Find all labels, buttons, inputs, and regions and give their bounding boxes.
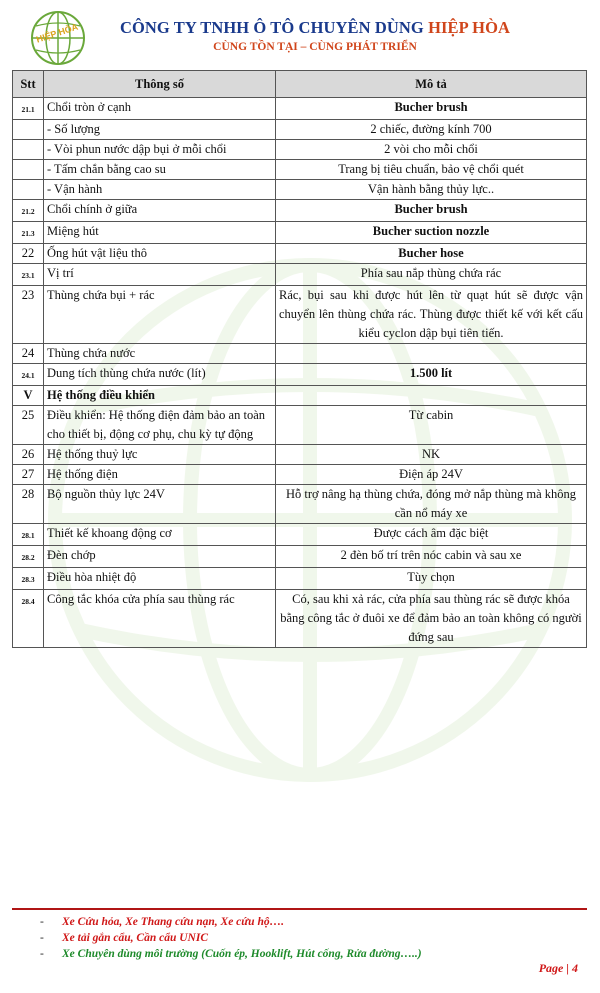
row-parameter: Ống hút vật liệu thô — [44, 244, 276, 264]
company-name-highlight: HIỆP HÒA — [428, 18, 511, 37]
row-description: 2 đèn bố trí trên nóc cabin và sau xe — [276, 546, 587, 568]
row-description — [276, 344, 587, 364]
table-row — [13, 180, 587, 200]
row-stt: 25 — [13, 406, 44, 445]
table-row — [13, 524, 587, 546]
row-parameter: Thùng chứa nước — [44, 344, 276, 364]
footer-divider — [12, 908, 587, 910]
row-parameter: Chổi tròn ở cạnh — [44, 98, 276, 120]
row-parameter: Hệ thống điện — [44, 465, 276, 485]
row-description: Rác, bụi sau khi được hút lên từ quạt hút sẽ được vận chuyển lên thùng chứa rác. Thùng được thiết kế với kết cấu kiểu cyclon dập bụi tiên tiến. — [276, 286, 587, 344]
header-stt: Stt — [13, 71, 44, 98]
row-parameter: Bộ nguồn thủy lực 24V — [44, 485, 276, 524]
row-description: Bucher suction nozzle — [276, 222, 587, 244]
row-description: 2 chiếc, đường kính 700 — [276, 120, 587, 140]
row-description: Bucher hose — [276, 244, 587, 264]
footer-line-text: Xe tải gắn cẩu, Cần cẩu UNIC — [62, 932, 209, 944]
table-row — [13, 364, 587, 386]
company-slogan: CÙNG TỒN TẠI – CÙNG PHÁT TRIỂN — [213, 41, 417, 53]
table-row — [13, 120, 587, 140]
footer-line — [40, 914, 600, 930]
row-description: Được cách âm đặc biệt — [276, 524, 587, 546]
header-parameter: Thông số — [44, 71, 276, 98]
row-description: Vận hành bằng thủy lực.. — [276, 180, 587, 200]
row-description: Điện áp 24V — [276, 465, 587, 485]
row-stt: 24 — [13, 344, 44, 364]
row-description: Tùy chọn — [276, 568, 587, 590]
row-description: Hỗ trợ nâng hạ thùng chứa, đóng mở nắp thùng mà không cần nổ máy xe — [276, 485, 587, 524]
bullet-dash: - — [40, 948, 44, 960]
row-stt — [13, 160, 44, 180]
row-parameter: - Vòi phun nước dập bụi ở mỗi chổi — [44, 140, 276, 160]
row-stt: 23 — [13, 286, 44, 344]
row-stt: 28.4 — [13, 590, 44, 648]
page-number: Page | 4 — [538, 961, 578, 975]
row-parameter: Điều hòa nhiệt độ — [44, 568, 276, 590]
row-stt: V — [13, 386, 44, 406]
row-description: Có, sau khi xả rác, cửa phía sau thùng rác sẽ được khóa bằng công tắc ở đuôi xe để đảm bảo an toàn không có người đứng sau — [276, 590, 587, 648]
row-parameter: Hệ thống điều khiển — [44, 386, 276, 406]
row-stt: 26 — [13, 445, 44, 465]
table-row — [13, 386, 587, 406]
row-parameter: Vị trí — [44, 264, 276, 286]
row-stt: 28.3 — [13, 568, 44, 590]
row-stt — [13, 120, 44, 140]
spec-table — [12, 70, 587, 648]
row-description: Bucher brush — [276, 200, 587, 222]
row-description: Từ cabin — [276, 406, 587, 445]
row-description: Phía sau nắp thùng chứa rác — [276, 264, 587, 286]
footer-line — [40, 930, 600, 946]
row-stt: 28.2 — [13, 546, 44, 568]
row-stt: 21.1 — [13, 98, 44, 120]
row-stt: 21.2 — [13, 200, 44, 222]
table-row — [13, 445, 587, 465]
table-row — [13, 465, 587, 485]
row-parameter: Miệng hút — [44, 222, 276, 244]
table-row — [13, 485, 587, 524]
row-description: NK — [276, 445, 587, 465]
row-parameter: - Tấm chắn bằng cao su — [44, 160, 276, 180]
table-row — [13, 222, 587, 244]
table-row — [13, 568, 587, 590]
row-parameter: - Vận hành — [44, 180, 276, 200]
footer-line-text: Xe Cứu hỏa, Xe Thang cứu nạn, Xe cứu hộ…. — [62, 916, 284, 928]
table-row — [13, 406, 587, 445]
header-description: Mô tả — [276, 71, 587, 98]
table-row — [13, 344, 587, 364]
table-row — [13, 200, 587, 222]
table-row — [13, 264, 587, 286]
row-stt: 27 — [13, 465, 44, 485]
row-description: 1.500 lít — [276, 364, 587, 386]
table-row — [13, 98, 587, 120]
logo-text: HIỆP HÒA — [34, 21, 80, 45]
company-name-prefix: CÔNG TY TNHH Ô TÔ CHUYÊN DÙNG — [119, 18, 429, 37]
row-stt — [13, 180, 44, 200]
table-row — [13, 546, 587, 568]
table-row — [13, 244, 587, 264]
row-stt: 24.1 — [13, 364, 44, 386]
row-stt: 21.3 — [13, 222, 44, 244]
row-parameter: - Số lượng — [44, 120, 276, 140]
row-parameter: Chổi chính ở giữa — [44, 200, 276, 222]
row-parameter: Đèn chớp — [44, 546, 276, 568]
table-row — [13, 160, 587, 180]
row-parameter: Dung tích thùng chứa nước (lít) — [44, 364, 276, 386]
row-description: Trang bị tiêu chuẩn, bảo vệ chổi quét — [276, 160, 587, 180]
row-description — [276, 386, 587, 406]
company-name — [110, 18, 520, 38]
table-row — [13, 590, 587, 648]
row-parameter: Điều khiển: Hệ thống điện đảm bảo an toàn cho thiết bị, động cơ phụ, chu kỳ tự động — [44, 406, 276, 445]
footer-line-text: Xe Chuyên dùng môi trường (Cuốn ép, Hooklift, Hút cống, Rửa đường…..) — [62, 948, 422, 960]
row-parameter: Thùng chứa bụi + rác — [44, 286, 276, 344]
page-footer — [40, 914, 600, 962]
bullet-dash: - — [40, 916, 44, 928]
row-stt: 28.1 — [13, 524, 44, 546]
row-stt: 22 — [13, 244, 44, 264]
footer-line — [40, 946, 600, 962]
row-description: Bucher brush — [276, 98, 587, 120]
row-description: 2 vòi cho mỗi chổi — [276, 140, 587, 160]
row-parameter: Công tắc khóa cửa phía sau thùng rác — [44, 590, 276, 648]
table-header-row — [13, 71, 587, 98]
row-parameter: Thiết kế khoang động cơ — [44, 524, 276, 546]
table-row — [13, 140, 587, 160]
row-stt: 23.1 — [13, 264, 44, 286]
row-parameter: Hệ thống thuỷ lực — [44, 445, 276, 465]
company-logo — [30, 10, 86, 66]
bullet-dash: - — [40, 932, 44, 944]
row-stt — [13, 140, 44, 160]
row-stt: 28 — [13, 485, 44, 524]
page-header — [0, 0, 600, 70]
table-row — [13, 286, 587, 344]
